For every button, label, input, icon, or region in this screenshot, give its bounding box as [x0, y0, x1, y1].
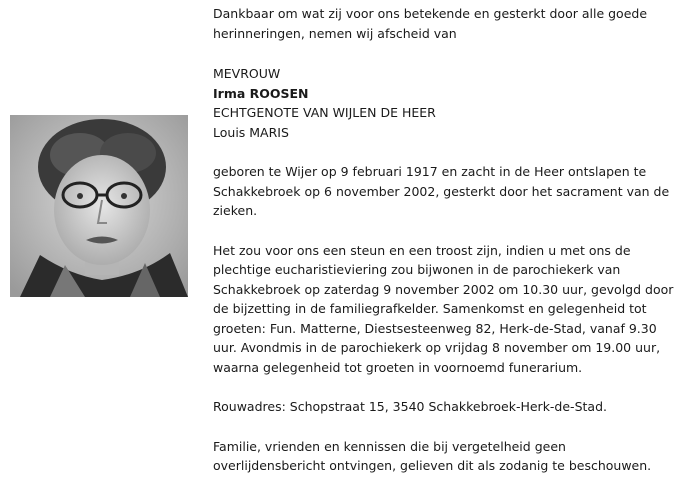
closing-text: Familie, vrienden en kennissen die bij vergetelheid geen overlijdensbericht ontvingen, gelieven dit als zodanig te beschouwen. — [213, 438, 652, 473]
birth-death-text: geboren te Wijer op 9 februari 1917 en zacht in de Heer ontslapen te Schakkebroek op 6 november 2002, gesterkt door het sacrament van de zieken. — [213, 164, 670, 218]
ceremony-text: Het zou voor ons een steun en een troost zijn, indien u met ons de plechtige eucharistieviering zou bijwonen in de parochiekerk van Schakkebroek op zaterdag 9 november 2002 om 10.30 uur, gevolgd door de bijzetting in de familiegrafkelder. Samenkomst en gelegenheid tot groeten: Fun. Matterne, Diestsesteenweg 82, Herk-de-Stad, vanaf 9.30 uur. Avondmis in de parochiekerk op vrijdag 8 november om 19.00 uur, waarna gelegenheid tot groeten in voornoemd funerarium. — [213, 242, 674, 375]
obituary-text — [213, 4, 679, 476]
address-text: Rouwadres: Schopstraat 15, 3540 Schakkebroek-Herk-de-Stad. — [213, 399, 607, 414]
portrait-photo — [10, 115, 188, 297]
spouse-name: Louis MARIS — [213, 124, 289, 140]
honorific: MEVROUW — [213, 66, 281, 81]
first-name: Irma — [213, 85, 246, 101]
intro-text: Dankbaar om wat zij voor ons betekende en gesterkt door alle goede herinneringen, nemen wij afscheid van — [213, 6, 648, 41]
relation-text: ECHTGENOTE VAN WIJLEN DE HEER — [213, 105, 436, 120]
last-name: ROOSEN — [249, 85, 309, 101]
deceased-name — [213, 84, 679, 104]
